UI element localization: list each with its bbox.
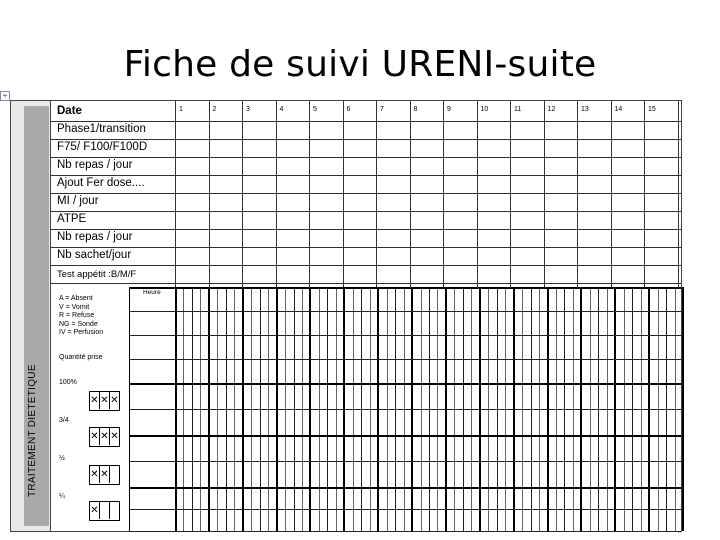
day-number: 10 bbox=[480, 106, 489, 113]
day-number: 13 bbox=[581, 106, 589, 113]
day-column-line bbox=[343, 101, 344, 287]
follow-up-sheet bbox=[10, 100, 682, 532]
day-number: 15 bbox=[648, 106, 656, 113]
qty-cell: ✕ bbox=[90, 392, 100, 409]
day-number: 8 bbox=[413, 106, 418, 113]
qty-cell bbox=[110, 502, 119, 519]
grid-line bbox=[682, 287, 684, 531]
day-number: 9 bbox=[447, 106, 451, 113]
diet-row bbox=[51, 175, 681, 194]
row-label: Date bbox=[57, 105, 82, 117]
day-column-line bbox=[644, 101, 645, 287]
day-column-line bbox=[242, 101, 243, 287]
day-number: 14 bbox=[614, 106, 623, 113]
row-label: F75/ F100/F100D bbox=[57, 141, 148, 153]
qty-box-75 bbox=[89, 427, 120, 447]
day-number: 2 bbox=[212, 106, 217, 113]
row-label: Nb repas / jour bbox=[57, 231, 133, 243]
day-column-line bbox=[611, 101, 612, 287]
qty-box-50 bbox=[89, 465, 120, 485]
day-column-line bbox=[309, 101, 310, 287]
qty-cell: ✕ bbox=[90, 502, 100, 519]
qty-cell: ✕ bbox=[100, 466, 110, 483]
day-number: 5 bbox=[313, 106, 317, 113]
day-number: 3 bbox=[246, 106, 250, 113]
row-label: Test appétit :B/M/F bbox=[57, 269, 137, 280]
legend-item: R = Refuse bbox=[59, 312, 95, 319]
qty-level-75: 3/4 bbox=[59, 417, 69, 424]
anchor-icon: + bbox=[0, 91, 10, 101]
day-column-line bbox=[209, 101, 210, 287]
day-column-line bbox=[376, 101, 377, 287]
side-panel bbox=[11, 101, 51, 531]
day-number: 11 bbox=[514, 106, 522, 113]
grid-line bbox=[129, 409, 681, 410]
diet-row bbox=[51, 139, 681, 158]
qty-cell: ✕ bbox=[110, 395, 119, 406]
day-column-line bbox=[410, 101, 411, 287]
row-label: MI / jour bbox=[57, 195, 99, 207]
qty-cell: ✕ bbox=[90, 466, 100, 483]
day-column-line bbox=[544, 101, 545, 287]
page-corner-mark: ⌐ bbox=[678, 530, 682, 536]
day-column-line bbox=[276, 101, 277, 287]
grid-line bbox=[129, 287, 681, 289]
legend-item: V = Vomit bbox=[59, 303, 90, 311]
row-label: Nb repas / jour bbox=[57, 159, 133, 171]
page-title: Fiche de suivi URENI-suite bbox=[123, 44, 597, 85]
diet-row bbox=[51, 121, 681, 140]
grid-line bbox=[129, 383, 681, 385]
row-label: Nb sachet/jour bbox=[57, 249, 132, 261]
diet-row bbox=[51, 247, 681, 266]
diet-row bbox=[51, 211, 681, 230]
legend-item: NG = Sonde bbox=[59, 320, 98, 328]
qty-cell: ✕ bbox=[110, 431, 119, 442]
qty-level-100: 100% bbox=[59, 379, 77, 386]
intake-grid bbox=[129, 287, 681, 531]
diet-row bbox=[51, 157, 681, 176]
quantity-label: Quantité prise bbox=[59, 354, 103, 361]
day-column-line bbox=[678, 101, 679, 287]
qty-cell: ✕ bbox=[100, 392, 110, 409]
diet-row bbox=[51, 265, 681, 284]
day-column-line bbox=[477, 101, 478, 287]
qty-level-25: ¼ bbox=[59, 493, 65, 500]
grid-line bbox=[129, 509, 681, 510]
intake-section bbox=[51, 287, 681, 531]
day-column-line bbox=[510, 101, 511, 287]
row-label: ATPE bbox=[57, 213, 87, 225]
row-label: Phase1/transition bbox=[57, 123, 146, 135]
grid-line bbox=[129, 335, 681, 336]
diet-rows bbox=[51, 101, 681, 287]
qty-cell bbox=[100, 502, 110, 519]
qty-cell: ✕ bbox=[90, 428, 100, 445]
qty-box-25 bbox=[89, 501, 120, 521]
qty-cell bbox=[110, 466, 119, 483]
row-label: Ajout Fer dose.... bbox=[57, 177, 145, 189]
day-column-line bbox=[175, 101, 176, 287]
qty-level-50: ½ bbox=[59, 455, 65, 462]
legend-item: IV = Perfusion bbox=[59, 329, 104, 336]
legend-item: A = Absent bbox=[59, 295, 93, 302]
heure-label: Heure bbox=[143, 289, 161, 296]
diet-row bbox=[51, 193, 681, 212]
day-number: 6 bbox=[346, 106, 351, 113]
grid-line bbox=[129, 531, 681, 532]
grid-line bbox=[129, 461, 681, 462]
side-label: TRAITEMENT DIETETIQUE bbox=[27, 364, 38, 497]
day-number: 7 bbox=[380, 106, 384, 113]
day-number: 4 bbox=[279, 106, 284, 113]
day-number: 12 bbox=[547, 106, 556, 113]
qty-box-100 bbox=[89, 391, 120, 411]
grid-line bbox=[129, 311, 681, 312]
diet-row bbox=[51, 229, 681, 248]
day-column-line bbox=[443, 101, 444, 287]
grid-line bbox=[129, 435, 681, 437]
legend bbox=[59, 295, 103, 338]
day-column-line bbox=[577, 101, 578, 287]
day-number: 1 bbox=[179, 106, 183, 113]
grid-line bbox=[129, 359, 681, 360]
qty-cell: ✕ bbox=[100, 428, 110, 445]
grid-line bbox=[129, 487, 681, 489]
